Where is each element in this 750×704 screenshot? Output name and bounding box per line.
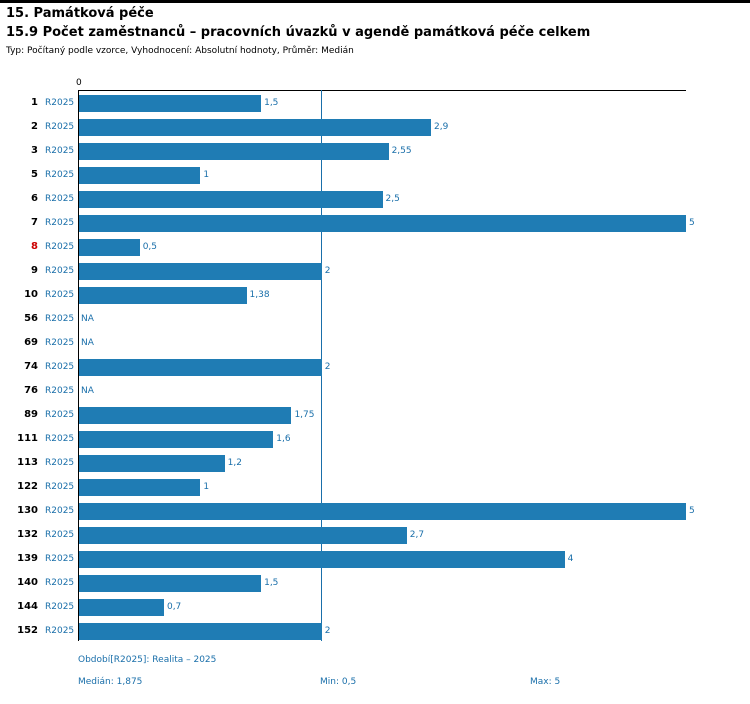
- bar[interactable]: [79, 551, 565, 568]
- row-index-label: 113: [17, 457, 38, 468]
- row-period-label: R2025: [45, 98, 75, 108]
- table-row[interactable]: [0, 235, 750, 259]
- chart-title: 15.9 Počet zaměstnanců – pracovních úvazků v agendě památková péče celkem: [6, 25, 591, 40]
- row-period-label: R2025: [45, 434, 75, 444]
- row-index-label: 89: [24, 409, 38, 420]
- bar[interactable]: [79, 575, 261, 592]
- row-period-label: R2025: [45, 194, 75, 204]
- bar[interactable]: [79, 503, 686, 520]
- bar[interactable]: [79, 287, 247, 304]
- table-row[interactable]: [0, 403, 750, 427]
- bar-value-na: NA: [81, 386, 94, 396]
- row-index-label: 2: [31, 121, 38, 132]
- bar-value-label: 1,5: [264, 98, 279, 108]
- row-index-label: 1: [31, 97, 38, 108]
- row-period-label: R2025: [45, 266, 75, 276]
- row-period-label: R2025: [45, 530, 75, 540]
- chart-subtitle: Typ: Počítaný podle vzorce, Vyhodnocení: Absolutní hodnoty, Průměr: Medián: [6, 46, 354, 56]
- bar[interactable]: [79, 143, 389, 160]
- table-row[interactable]: [0, 451, 750, 475]
- table-row[interactable]: [0, 595, 750, 619]
- row-index-label: 5: [31, 169, 38, 180]
- row-period-label: R2025: [45, 314, 75, 324]
- row-index-label: 10: [24, 289, 38, 300]
- bar[interactable]: [79, 359, 322, 376]
- row-index-label: 130: [17, 505, 38, 516]
- bar[interactable]: [79, 95, 261, 112]
- bar-value-label: 4: [567, 554, 574, 564]
- stat-max: Max: 5: [530, 677, 561, 687]
- table-row[interactable]: [0, 619, 750, 643]
- bar-value-label: 1,75: [294, 410, 315, 420]
- row-period-label: R2025: [45, 554, 75, 564]
- row-index-label: 76: [24, 385, 38, 396]
- bar-value-label: 1: [203, 170, 210, 180]
- bar-value-label: 1: [203, 482, 210, 492]
- table-row[interactable]: [0, 523, 750, 547]
- bar-value-label: 1,6: [276, 434, 291, 444]
- row-period-label: R2025: [45, 482, 75, 492]
- bar-value-label: 0,5: [142, 242, 158, 252]
- row-index-label: 3: [31, 145, 38, 156]
- row-index-label: 74: [24, 361, 38, 372]
- bar[interactable]: [79, 527, 407, 544]
- table-row[interactable]: [0, 547, 750, 571]
- bar[interactable]: [79, 455, 225, 472]
- row-index-label: 69: [24, 337, 38, 348]
- bar[interactable]: [79, 623, 322, 640]
- bar-value-label: 2: [324, 266, 331, 276]
- bar-value-label: 1,38: [249, 290, 270, 300]
- table-row[interactable]: [0, 499, 750, 523]
- bar[interactable]: [79, 191, 383, 208]
- bar-value-label: 5: [689, 506, 695, 516]
- row-period-label: R2025: [45, 146, 75, 156]
- row-index-label: 8: [31, 241, 38, 252]
- bar[interactable]: [79, 239, 140, 256]
- row-index-label: 152: [17, 625, 38, 636]
- table-row[interactable]: [0, 331, 750, 355]
- legend-period: Období[R2025]: Realita – 2025: [78, 655, 217, 665]
- row-index-label: 9: [31, 265, 38, 276]
- table-row[interactable]: [0, 355, 750, 379]
- table-row[interactable]: [0, 115, 750, 139]
- row-index-label: 111: [17, 433, 38, 444]
- bar[interactable]: [79, 599, 164, 616]
- bar-value-label: 2: [324, 362, 331, 372]
- bar[interactable]: [79, 407, 291, 424]
- bar-value-label: 5: [689, 218, 695, 228]
- row-period-label: R2025: [45, 386, 75, 396]
- bar-value-label: 2,7: [409, 530, 425, 540]
- table-row[interactable]: [0, 139, 750, 163]
- row-period-label: R2025: [45, 290, 75, 300]
- row-period-label: R2025: [45, 578, 75, 588]
- chart-header: [6, 6, 744, 57]
- table-row[interactable]: [0, 163, 750, 187]
- table-row[interactable]: [0, 571, 750, 595]
- row-period-label: R2025: [45, 242, 75, 252]
- bar-value-label: 2: [324, 626, 331, 636]
- row-index-label: 140: [17, 577, 38, 588]
- row-period-label: R2025: [45, 410, 75, 420]
- row-index-label: 7: [31, 217, 38, 228]
- row-index-label: 132: [17, 529, 38, 540]
- row-index-label: 122: [17, 481, 38, 492]
- row-period-label: R2025: [45, 218, 75, 228]
- bar[interactable]: [79, 431, 273, 448]
- bar[interactable]: [79, 215, 686, 232]
- bar-value-na: NA: [81, 338, 94, 348]
- stat-min: Min: 0,5: [320, 677, 357, 687]
- row-period-label: R2025: [45, 122, 75, 132]
- table-row[interactable]: [0, 283, 750, 307]
- table-row[interactable]: [0, 91, 750, 115]
- bar-value-label: 2,55: [391, 146, 412, 156]
- table-row[interactable]: [0, 187, 750, 211]
- row-index-label: 139: [17, 553, 38, 564]
- table-row[interactable]: [0, 379, 750, 403]
- bar[interactable]: [79, 263, 322, 280]
- bar[interactable]: [79, 119, 431, 136]
- stat-median: Medián: 1,875: [78, 677, 143, 687]
- row-period-label: R2025: [45, 506, 75, 516]
- row-period-label: R2025: [45, 458, 75, 468]
- row-period-label: R2025: [45, 170, 75, 180]
- bar-chart: [0, 78, 750, 648]
- axis-zero-label: 0: [76, 78, 82, 88]
- row-period-label: R2025: [45, 626, 75, 636]
- row-index-label: 6: [31, 193, 38, 204]
- bar-value-label: 2,5: [385, 194, 400, 204]
- row-index-label: 144: [17, 601, 38, 612]
- bar-value-label: 1,2: [227, 458, 242, 468]
- row-period-label: R2025: [45, 602, 75, 612]
- bar-value-label: 0,7: [166, 602, 182, 612]
- bar[interactable]: [79, 479, 200, 496]
- table-row[interactable]: [0, 475, 750, 499]
- row-index-label: 56: [24, 313, 38, 324]
- top-divider: [0, 0, 750, 3]
- table-row[interactable]: [0, 427, 750, 451]
- table-row[interactable]: [0, 211, 750, 235]
- row-period-label: R2025: [45, 338, 75, 348]
- bar-value-label: 2,9: [434, 122, 449, 132]
- page-title: 15. Památková péče: [6, 6, 154, 21]
- table-row[interactable]: [0, 259, 750, 283]
- bar-value-na: NA: [81, 314, 94, 324]
- row-period-label: R2025: [45, 362, 75, 372]
- bar-value-label: 1,5: [264, 578, 279, 588]
- table-row[interactable]: [0, 307, 750, 331]
- bar[interactable]: [79, 167, 200, 184]
